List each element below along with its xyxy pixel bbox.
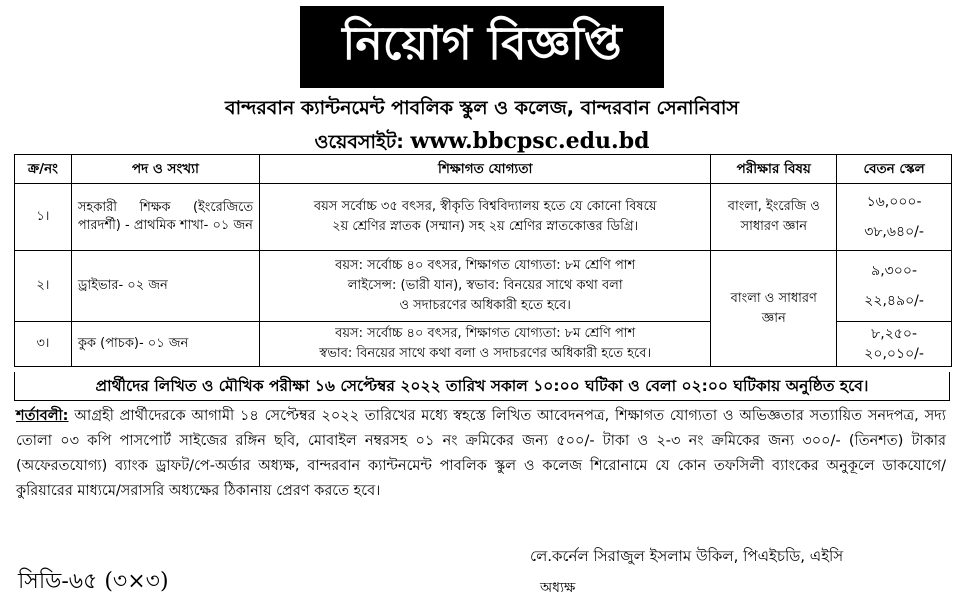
qual-line: ২য় শ্রেণির স্নাতক (সম্মান) সহ ২য় শ্রেণির স্নাতকোত্তর ডিগ্রি।: [332, 219, 639, 234]
row-post: সহকারী শিক্ষক (ইংরেজিতে পারদর্শী) - প্রাথমিক শাখা- ০১ জন: [71, 184, 259, 251]
terms-title: শর্তাবলী:: [16, 408, 69, 424]
pay-line: ২০,০১০/-: [864, 346, 924, 362]
terms-body: আগ্রহী প্রার্থীদেরকে আগামী ১৪ সেপ্টেম্বর ২০২২ তারিখের মধ্যে স্বহস্তে লিখিত আবেদনপত্র, শিক্ষাগত যোগ্যতা ও অভিজ্ঞতার সত্যায়িত সনদপত্র, সদ্য তোলা ০৩ কপি পাসপোর্ট সাইজের রঙ্গিন ছবি, মোবাইল নম্বরসহ ০১ নং ক্রমিকের জন্য ৫০০/- টাকা ও ২-৩ নং ক্রমিকের জন্য ৩০০/- (তিনশত) টাকার (অফেরতযোগ্য) ব্যাংক ড্রাফট/পে-অর্ডার অধ্যক্ষ, বান্দরবান ক্যান্টনমেন্ট পাবলিক স্কুল ও কলেজ শিরোনামে যে কোন তফসিলী ব্যাংকের অনুকূলে ডাকযোগে/ কুরিয়ারের মাধ্যমে/সরাসরি অধ্যক্ষের ঠিকানায় প্রেরণ করতে হবে।: [16, 408, 946, 499]
exam-notice: প্রার্থীদের লিখিত ও মৌখিক পরীক্ষা ১৬ সেপ্টেম্বর ২০২২ তারিখ সকাল ১০:০০ ঘটিকা ও বেলা ০২:০০ ঘটিকায় অনুষ্ঠিত হবে।: [14, 372, 950, 401]
row-sl: ২।: [15, 251, 72, 322]
pay-line: ৮,২৫০-: [871, 326, 918, 342]
signature-block: [530, 545, 950, 600]
table-row: [15, 184, 952, 251]
website-label: ওয়েবসাইট:: [314, 131, 404, 153]
row-post: কুক (পাচক)- ০১ জন: [71, 322, 259, 367]
qual-line: ও সদাচরণের অধিকারী হতে হবে।: [399, 298, 571, 313]
signer-name: লে.কর্নেল সিরাজুল ইসলাম উকিল,: [530, 547, 739, 565]
row-sl: ১।: [15, 184, 72, 251]
row-pay-scale: [837, 184, 952, 251]
table-row: [15, 251, 952, 322]
header-sl: ক্র/নং: [15, 155, 72, 184]
row-exam-subject: বাংলা ও সাধারণ জ্ঞান: [711, 251, 837, 367]
school-name: বান্দরবান ক্যান্টনমেন্ট পাবলিক স্কুল ও কলেজ, বান্দরবান সেনানিবাস: [225, 97, 739, 119]
qual-line: স্বভাব: বিনয়ের সাথে কথা বলা ও সদাচরণের অধিকারী হতে হবে।: [319, 346, 652, 361]
header-pay-scale: বেতন স্কেল: [837, 155, 952, 184]
header-post: পদ ও সংখ্যা: [71, 155, 259, 184]
row-exam-subject: বাংলা, ইংরেজি ও সাধারণ জ্ঞান: [711, 184, 837, 251]
cd-code: সিডি-৬৫ (৩×৩): [18, 569, 169, 594]
qual-line: লাইসেন্স: (ভারী যান), স্বভাব: বিনয়ের সাথে কথা বলা: [347, 278, 623, 293]
pay-line: ৯,৩০০-: [871, 263, 918, 279]
header-exam-subject: পরীক্ষার বিষয়: [711, 155, 837, 184]
row-sl: ৩।: [15, 322, 72, 367]
signer-degree: পিএইচডি, এইসি: [743, 547, 844, 565]
pay-line: ১৬,০০০-: [866, 194, 922, 210]
row-qualification: [260, 251, 711, 322]
row-pay-scale: [837, 251, 952, 322]
signer-title: অধ্যক্ষ: [540, 580, 576, 596]
terms-section: [16, 404, 946, 504]
website-link[interactable]: www.bbcpsc.edu.bd: [410, 128, 650, 154]
table-header-row: [15, 155, 952, 184]
row-qualification: [260, 322, 711, 367]
row-pay-scale: [837, 322, 952, 367]
row-qualification: [260, 184, 711, 251]
pay-line: ৩৮,৬৪০/-: [864, 224, 924, 240]
qual-line: বয়স: সর্বোচ্চ ৪০ বৎসর, শিক্ষাগত যোগ্যতা: ৮ম শ্রেণি পাশ: [335, 326, 636, 341]
qual-line: বয়স: সর্বোচ্চ ৪০ বৎসর, শিক্ষাগত যোগ্যতা: ৮ম শ্রেণি পাশ: [335, 258, 636, 273]
row-post: ড্রাইভার- ০২ জন: [71, 251, 259, 322]
circular-title: নিয়োগ বিজ্ঞপ্তি: [300, 6, 664, 88]
posts-table: [14, 154, 952, 367]
header-qualification: শিক্ষাগত যোগ্যতা: [260, 155, 711, 184]
qual-line: বয়স সর্বোচ্চ ৩৫ বৎসর, স্বীকৃতি বিশ্ববিদ্যালয় হতে যে কোনো বিষয়ে: [313, 199, 657, 214]
pay-line: ২২,৪৯০/-: [864, 293, 924, 309]
signer-line: [530, 545, 950, 570]
